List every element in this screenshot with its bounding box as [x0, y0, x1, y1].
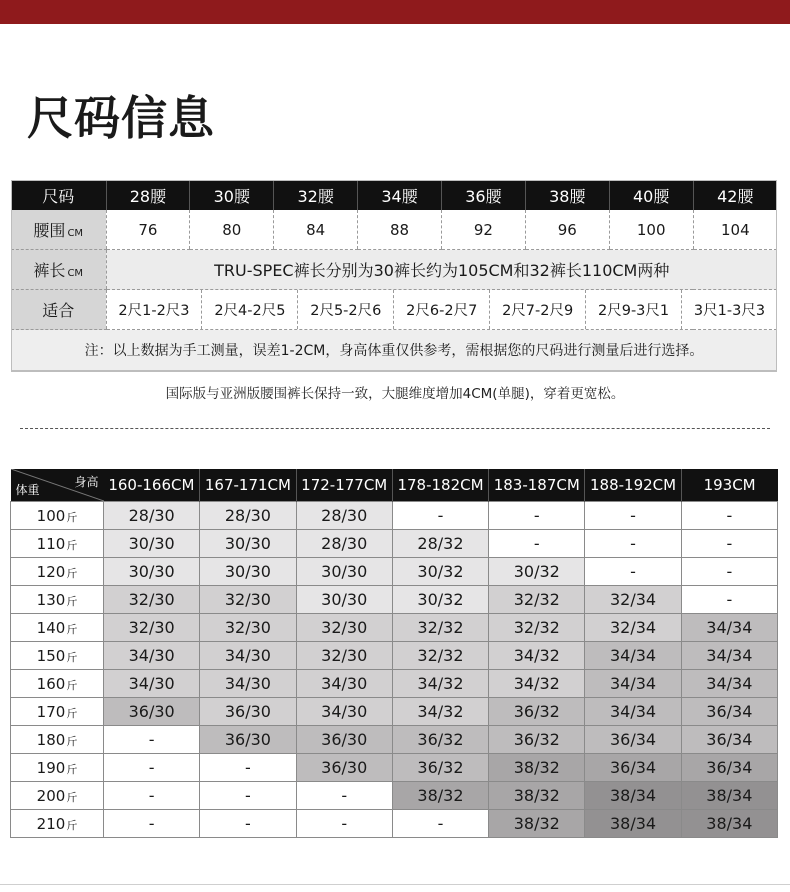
size-cell: -: [681, 502, 777, 530]
size-cell: -: [200, 810, 296, 838]
size-cell: 34/34: [681, 614, 777, 642]
size-col-header: 38腰: [525, 180, 609, 210]
size-cell: 34/30: [104, 670, 200, 698]
waist-value: 76: [106, 210, 190, 250]
size-cell: -: [104, 782, 200, 810]
size-header-label: 尺码: [11, 180, 106, 210]
size-cell: 38/32: [489, 754, 585, 782]
unit-label: CM: [67, 268, 84, 279]
size-cell: -: [200, 754, 296, 782]
height-col-header: 167-171CM: [200, 469, 296, 502]
size-cell: 38/32: [392, 782, 488, 810]
size-cell: 34/34: [681, 670, 777, 698]
bottom-divider: [0, 884, 790, 885]
waist-value: 96: [525, 210, 609, 250]
size-cell: 34/30: [104, 642, 200, 670]
brand-top-bar: [0, 0, 790, 24]
intl-version-note: 国际版与亚洲版腰围裤长保持一致，大腿维度增加4CM(单腿)，穿着更宽松。: [165, 386, 625, 402]
weight-row-label: 210斤: [11, 810, 104, 838]
height-col-header: 188-192CM: [585, 469, 681, 502]
fit-value: 2尺1-2尺3: [118, 303, 190, 319]
size-cell: 28/30: [104, 502, 200, 530]
size-cell: 36/30: [296, 754, 392, 782]
size-cell: -: [489, 502, 585, 530]
height-axis-label: 身高: [74, 475, 99, 489]
table-row: [11, 614, 778, 642]
size-cell: 32/32: [489, 586, 585, 614]
size-col-header: 42腰: [693, 180, 777, 210]
weight-row-label: 130斤: [11, 586, 104, 614]
weight-unit: 斤: [66, 734, 78, 748]
size-cell: 32/34: [585, 586, 681, 614]
waist-value: 104: [693, 210, 777, 250]
weight-unit: 斤: [66, 790, 78, 804]
size-cell: 38/34: [681, 810, 777, 838]
length-description: TRU-SPEC裤长分别为30裤长约为105CM和32裤长110CM两种: [106, 250, 777, 290]
height-header-row: [11, 469, 778, 502]
size-cell: 30/30: [200, 558, 296, 586]
fit-value: 2尺6-2尺7: [393, 290, 489, 329]
page-title: 尺码信息: [27, 91, 215, 145]
size-cell: 30/30: [296, 586, 392, 614]
size-cell: -: [392, 502, 488, 530]
weight-unit: 斤: [66, 622, 78, 636]
size-cell: 36/34: [681, 754, 777, 782]
weight-unit: 斤: [66, 650, 78, 664]
size-cell: 38/32: [489, 782, 585, 810]
size-cell: 36/30: [296, 726, 392, 754]
size-cell: -: [585, 530, 681, 558]
fit-value: 2尺5-2尺6: [297, 290, 393, 329]
size-cell: -: [296, 782, 392, 810]
size-cell: 34/32: [392, 698, 488, 726]
table-row: [11, 726, 778, 754]
size-cell: 32/30: [104, 614, 200, 642]
size-cell: 32/30: [296, 614, 392, 642]
size-cell: 36/30: [104, 698, 200, 726]
waist-value: 92: [442, 210, 526, 250]
fit-value: 2尺9-3尺1: [585, 290, 681, 329]
weight-row-label: 180斤: [11, 726, 104, 754]
waist-value: 100: [609, 210, 693, 250]
measurement-note: 注：以上数据为手工测量，误差1-2CM，身高体重仅供参考，需根据您的尺码进行测量后进行选择。: [11, 330, 777, 371]
size-cell: 38/34: [681, 782, 777, 810]
size-table: [11, 180, 777, 371]
length-row: [11, 250, 777, 290]
size-header-row: [11, 180, 777, 210]
weight-row-label: 150斤: [11, 642, 104, 670]
size-cell: 34/30: [296, 670, 392, 698]
table-row: [11, 782, 778, 810]
size-cell: 38/34: [585, 782, 681, 810]
weight-row-label: 110斤: [11, 530, 104, 558]
table-row: [11, 810, 778, 838]
size-cell: 34/30: [200, 642, 296, 670]
size-col-header: 30腰: [190, 180, 274, 210]
size-cell: 36/34: [681, 726, 777, 754]
weight-unit: 斤: [66, 678, 78, 692]
size-cell: 32/30: [200, 614, 296, 642]
corner-cell: [11, 469, 104, 502]
fit-label: 适合: [11, 290, 106, 330]
size-cell: 34/30: [296, 698, 392, 726]
weight-unit: 斤: [66, 594, 78, 608]
size-cell: 34/30: [200, 670, 296, 698]
size-cell: 28/30: [200, 502, 296, 530]
unit-label: CM: [67, 228, 84, 239]
size-cell: 30/32: [392, 586, 488, 614]
length-label: 裤长 CM: [11, 250, 106, 290]
size-col-header: 40腰: [609, 180, 693, 210]
waist-row: [11, 210, 777, 250]
fit-row: [11, 290, 777, 330]
size-cell: 36/32: [392, 726, 488, 754]
size-cell: 30/30: [200, 530, 296, 558]
table-row: [11, 698, 778, 726]
size-cell: -: [681, 558, 777, 586]
waist-value: 88: [358, 210, 442, 250]
size-cell: -: [104, 754, 200, 782]
size-cell: 34/32: [392, 670, 488, 698]
weight-row-label: 190斤: [11, 754, 104, 782]
size-cell: 30/32: [489, 558, 585, 586]
weight-axis-label: 体重: [15, 483, 40, 497]
size-cell: 36/32: [392, 754, 488, 782]
size-cell: -: [200, 782, 296, 810]
height-col-header: 160-166CM: [104, 469, 200, 502]
height-col-header: 183-187CM: [489, 469, 585, 502]
waist-value: 80: [190, 210, 274, 250]
fit-value: 2尺4-2尺5: [201, 290, 297, 329]
weight-unit: 斤: [66, 538, 78, 552]
fit-value: 2尺7-2尺9: [489, 290, 585, 329]
size-cell: 32/32: [489, 614, 585, 642]
height-col-header: 172-177CM: [296, 469, 392, 502]
size-cell: 36/30: [200, 726, 296, 754]
size-cell: 32/30: [200, 586, 296, 614]
size-cell: 38/32: [489, 810, 585, 838]
weight-unit: 斤: [66, 818, 78, 832]
size-cell: 36/34: [585, 726, 681, 754]
size-cell: 34/32: [489, 670, 585, 698]
weight-row-label: 160斤: [11, 670, 104, 698]
table-row: [11, 558, 778, 586]
size-cell: 34/34: [585, 698, 681, 726]
weight-unit: 斤: [66, 706, 78, 720]
fit-chart-table: [10, 469, 778, 838]
section-divider: [20, 428, 770, 429]
size-cell: 32/32: [392, 642, 488, 670]
size-cell: -: [585, 502, 681, 530]
size-cell: 36/32: [489, 726, 585, 754]
weight-row-label: 170斤: [11, 698, 104, 726]
fit-value: 3尺1-3尺3: [681, 290, 777, 329]
table-row: [11, 670, 778, 698]
weight-row-label: 200斤: [11, 782, 104, 810]
weight-unit: 斤: [66, 762, 78, 776]
waist-value: 84: [274, 210, 358, 250]
weight-unit: 斤: [66, 566, 78, 580]
table-row: [11, 642, 778, 670]
weight-row-label: 120斤: [11, 558, 104, 586]
size-cell: 36/30: [200, 698, 296, 726]
size-cell: -: [585, 558, 681, 586]
weight-row-label: 100斤: [11, 502, 104, 530]
table-row: [11, 530, 778, 558]
waist-label: 腰围 CM: [11, 210, 106, 250]
size-cell: 36/34: [585, 754, 681, 782]
table-row: [11, 502, 778, 530]
size-col-header: 28腰: [106, 180, 190, 210]
weight-row-label: 140斤: [11, 614, 104, 642]
size-cell: 28/30: [296, 530, 392, 558]
size-cell: 34/34: [585, 642, 681, 670]
size-cell: 34/34: [585, 670, 681, 698]
size-cell: 32/34: [585, 614, 681, 642]
size-col-header: 36腰: [442, 180, 526, 210]
height-col-header: 193CM: [681, 469, 777, 502]
size-cell: -: [104, 810, 200, 838]
size-cell: 38/34: [585, 810, 681, 838]
size-cell: 34/32: [489, 642, 585, 670]
size-col-header: 34腰: [358, 180, 442, 210]
size-cell: 30/30: [296, 558, 392, 586]
note-row: [11, 330, 777, 371]
size-cell: 30/30: [104, 558, 200, 586]
size-cell: 34/34: [681, 642, 777, 670]
size-cell: -: [392, 810, 488, 838]
size-cell: 32/32: [392, 614, 488, 642]
size-cell: 36/32: [489, 698, 585, 726]
height-col-header: 178-182CM: [392, 469, 488, 502]
size-cell: 30/30: [104, 530, 200, 558]
table-row: [11, 586, 778, 614]
size-cell: 28/30: [296, 502, 392, 530]
size-cell: 36/34: [681, 698, 777, 726]
size-col-header: 32腰: [274, 180, 358, 210]
size-cell: 32/30: [104, 586, 200, 614]
fit-values: [107, 290, 778, 329]
size-cell: -: [489, 530, 585, 558]
size-cell: -: [681, 530, 777, 558]
size-cell: 28/32: [392, 530, 488, 558]
fit-chart-body: [11, 469, 778, 838]
size-cell: -: [104, 726, 200, 754]
weight-unit: 斤: [66, 510, 78, 524]
size-cell: 32/30: [296, 642, 392, 670]
size-cell: -: [681, 586, 777, 614]
table-row: [11, 754, 778, 782]
size-cell: 30/32: [392, 558, 488, 586]
size-cell: -: [296, 810, 392, 838]
